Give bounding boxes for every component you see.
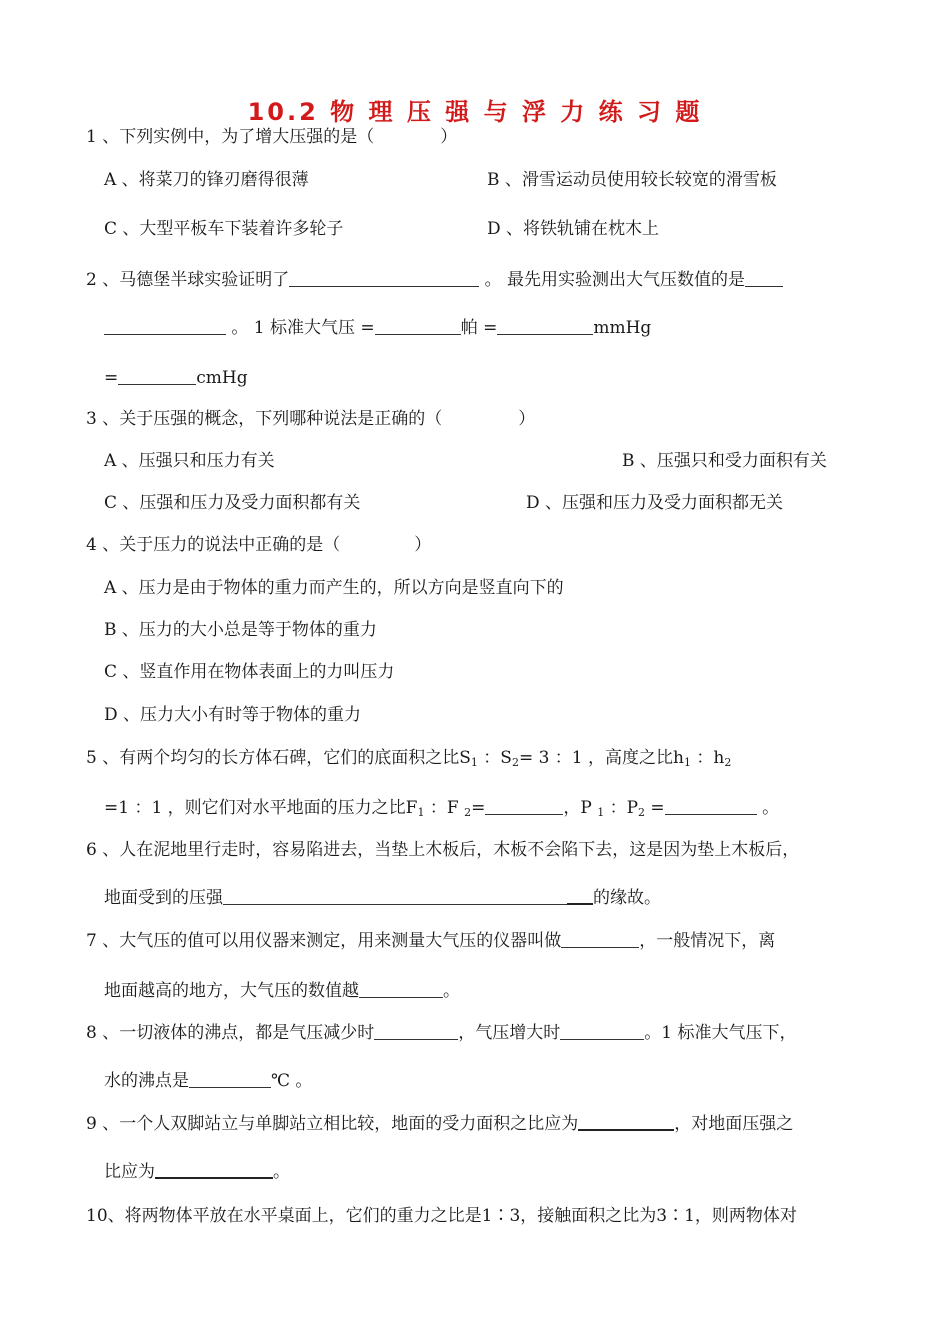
answer-blank[interactable] — [223, 887, 567, 905]
question-7-line-2: 地面越高的地方，大气压的数值越 。 — [104, 981, 460, 1001]
answer-blank[interactable] — [104, 317, 226, 335]
answer-blank[interactable] — [665, 797, 757, 815]
question-2-line-1: 2 、马德堡半球实验证明了 。 最先用实验测出大气压数值的是 — [86, 268, 783, 292]
question-8-line-1: 8 、一切液体的沸点，都是气压减少时 ，气压增大时 。1 标准大气压下， — [86, 1023, 797, 1043]
question-1-stem: 1 、下列实例中，为了增大压强的是（ ） — [86, 127, 458, 147]
question-3-option-c: C 、压强和压力及受力面积都有关 — [104, 493, 361, 513]
question-1-option-a: A 、将菜刀的锋刃磨得很薄 — [104, 170, 309, 190]
answer-blank[interactable] — [375, 317, 461, 335]
answer-blank[interactable] — [560, 1022, 644, 1040]
question-4-option-b: B 、压力的大小总是等于物体的重力 — [104, 620, 377, 640]
question-5-line-2: =1 ：1 ，则它们对水平地面的压力之比$F_1$ ：F $_2$= ，P $_1$ ：$P_2$ = 。 — [104, 798, 780, 819]
question-10-line-1: 10、将两物体平放在水平桌面上，它们的重力之比是1∶3，接触面积之比为3∶1，则两物体对 — [86, 1206, 797, 1226]
question-4-option-d: D 、压力大小有时等于物体的重力 — [104, 705, 362, 725]
question-4-option-c: C 、竖直作用在物体表面上的力叫压力 — [104, 662, 395, 682]
answer-blank[interactable] — [359, 980, 443, 998]
answer-blank[interactable] — [561, 930, 639, 948]
answer-blank[interactable] — [578, 1112, 674, 1131]
answer-blank[interactable] — [118, 367, 196, 385]
question-1-option-d: D 、将铁轨铺在枕木上 — [487, 219, 660, 239]
question-4-option-a: A 、压力是由于物体的重力而产生的，所以方向是竖直向下的 — [104, 578, 564, 598]
question-9-line-2: 比应为 。 — [104, 1162, 290, 1182]
question-5-line-1: 5 、有两个均匀的长方体石碑，它们的底面积之比$S_1$ ：$S_2= 3$ ：1 ，高度之比$h_1$ ：$h_2$ — [86, 748, 732, 769]
question-3-option-a: A 、压强只和压力有关 — [104, 451, 275, 471]
question-6-line-1: 6 、人在泥地里行走时，容易陷进去，当垫上木板后，木板不会陷下去，这是因为垫上木板后， — [86, 840, 800, 860]
answer-blank[interactable] — [155, 1160, 273, 1179]
question-8-line-2: 水的沸点是 ℃ 。 — [104, 1071, 313, 1091]
question-9-line-1: 9 、一个人双脚站立与单脚站立相比较，地面的受力面积之比应为 ，对地面压强之 — [86, 1114, 794, 1134]
question-2-line-2: 。 1 标准大气压 = 帕 = mmHg — [104, 316, 651, 340]
question-4-stem: 4 、关于压力的说法中正确的是（ ） — [86, 535, 432, 555]
question-2-line-3: = cmHg — [104, 368, 248, 388]
question-1-option-c: C 、大型平板车下装着许多轮子 — [104, 219, 344, 239]
question-1-option-b: B 、滑雪运动员使用较长较宽的滑雪板 — [487, 170, 777, 190]
question-7-line-1: 7 、大气压的值可以用仪器来测定，用来测量大气压的仪器叫做 ，一般情况下，离 — [86, 931, 776, 951]
answer-blank[interactable] — [485, 797, 563, 815]
question-3-option-d: D 、压强和压力及受力面积都无关 — [526, 493, 784, 513]
answer-blank[interactable] — [289, 269, 479, 287]
answer-blank[interactable] — [497, 317, 593, 335]
answer-blank[interactable] — [374, 1022, 458, 1040]
worksheet-title: 10.2 物 理 压 强 与 浮 力 练 习 题 — [247, 98, 703, 126]
question-6-line-2: 地面受到的压强 的缘故。 — [104, 888, 661, 908]
answer-blank[interactable] — [745, 269, 783, 287]
question-3-stem: 3 、关于压强的概念，下列哪种说法是正确的（ ） — [86, 409, 536, 429]
answer-blank[interactable] — [189, 1070, 271, 1088]
question-3-option-b: B 、压强只和受力面积有关 — [622, 451, 827, 471]
answer-blank[interactable] — [567, 886, 593, 905]
